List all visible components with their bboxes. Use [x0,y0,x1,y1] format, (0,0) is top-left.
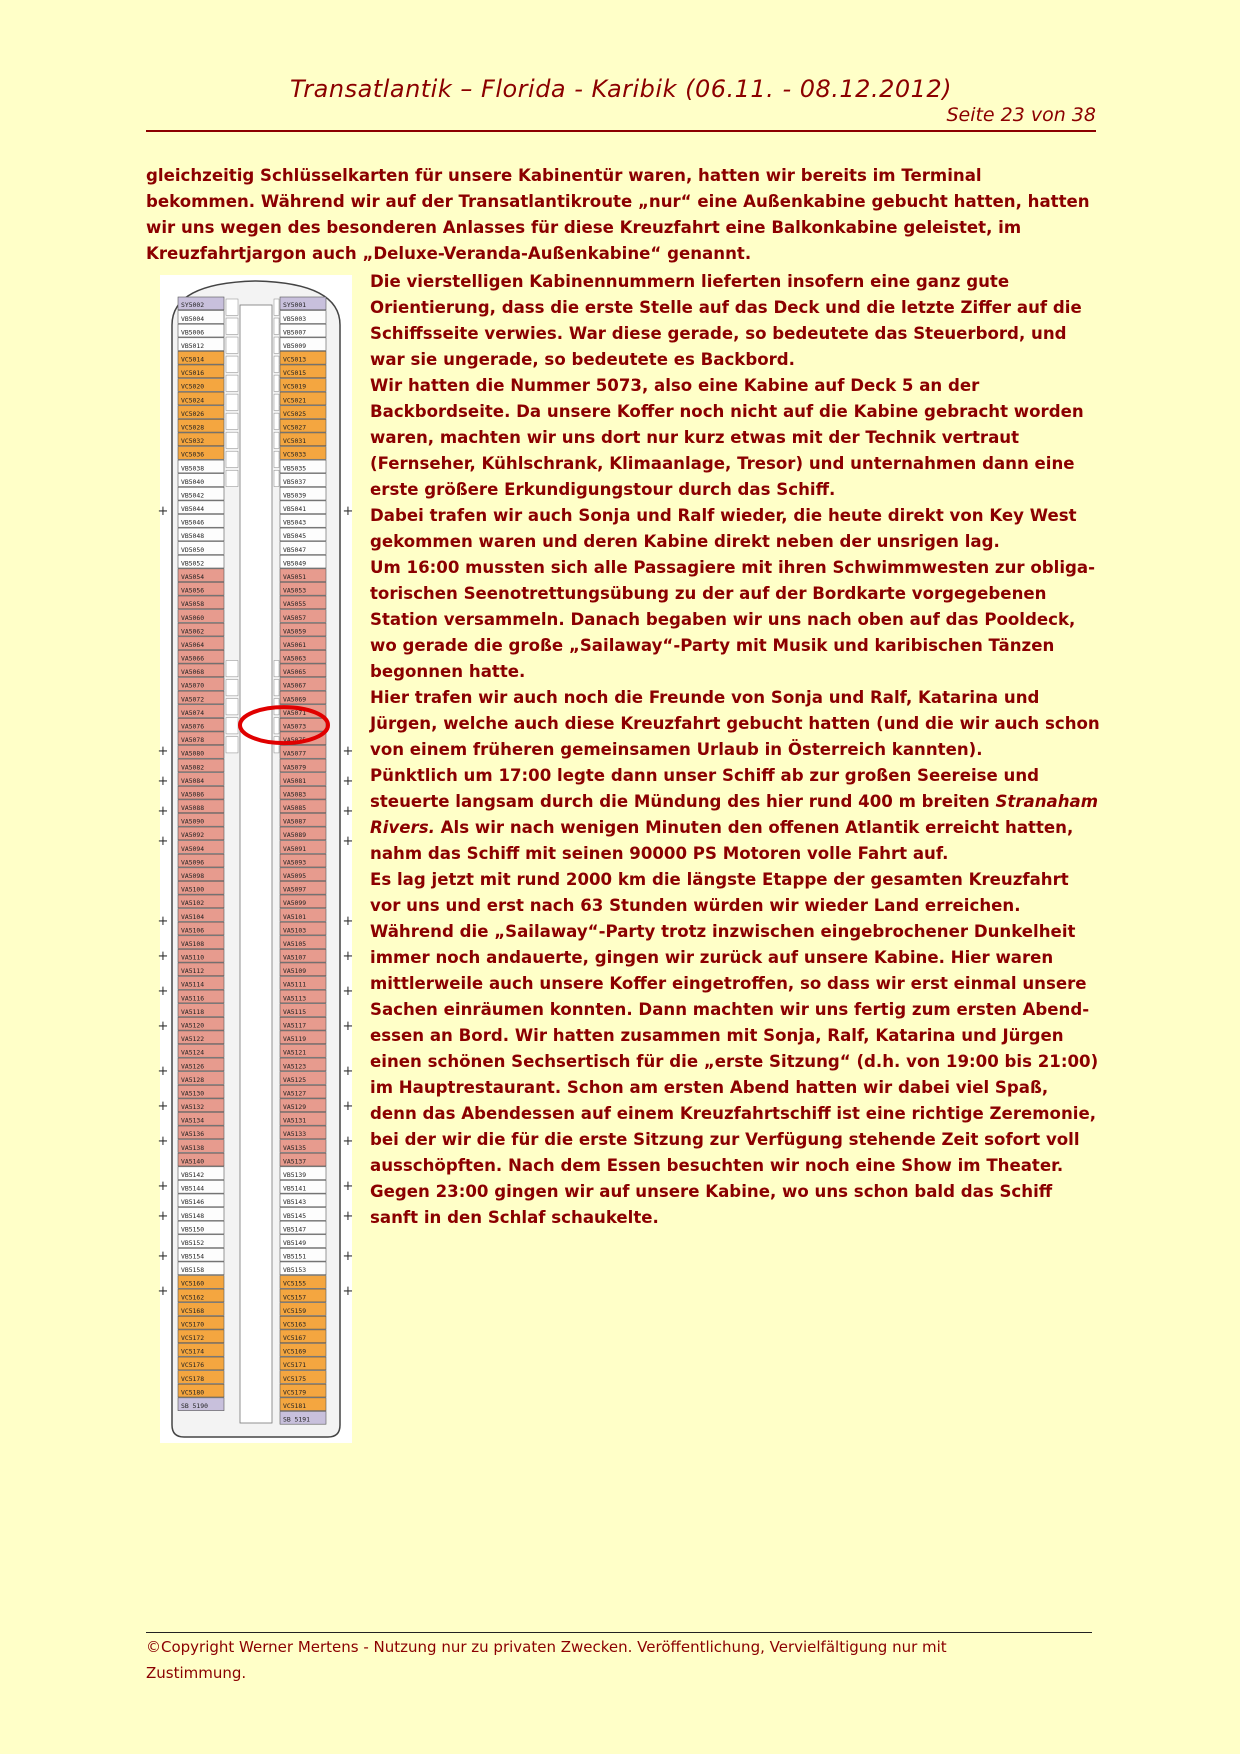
inner-cabin [274,356,279,372]
cabin-number: VA5092 [181,831,205,840]
cabin-number: VC5021 [283,396,307,405]
paragraph: Während die „Sailaway“-Party trotz inzwischen eingebrochener Dunkelheit immer noch andauerte, gingen wir zurück auf unsere Kabine. Hier waren mittlerweile auch unsere Koffer eingetroffen, so dass wir erst einmal unsere Sachen einräumen konnten. Dann machten wir uns fertig zum ersten Abend-essen an Bord. Wir hatten zusammen mit Sonja, Ralf, Katarina und Jürgen einen schönen Sechsertisch für die „erste Sitzung“ (d.h. von 19:00 bis 21:00) im Hauptrestaurant. Schon am ersten Abend hatten wir dabei viel Spaß, denn das Abendessen auf einem Kreuzfahrtschiff ist eine richtige Zeremonie, bei der wir die für die erste Sitzung zur Verfügung stehende Zeit sofort voll ausschöpften. Nach dem Essen besuchten wir noch eine Show im Theater. [370,922,1099,1175]
cabin-number: VC5015 [283,369,307,378]
cabin-number: VA5062 [181,627,205,636]
cabin-number: VB5003 [283,314,307,323]
cabin-number: VA5064 [181,640,205,649]
cabin-number: VB5148 [181,1211,205,1220]
cabin-number: VC5168 [181,1306,205,1315]
cabin-number: VA5053 [283,586,307,595]
cabin-number: VA5100 [181,885,205,894]
paragraph: Dabei trafen wir auch Sonja und Ralf wieder, die heute direkt von Key West gekommen waren und deren Kabine direkt neben der unsrigen lag. [370,506,1077,551]
lifeboat-marker: + [342,504,354,519]
lifeboat-marker: + [157,834,169,849]
cabin-number: VA5108 [181,939,205,948]
cabin-number: VA5056 [181,586,205,595]
inner-cabin [274,661,279,677]
inner-cabin [226,375,238,391]
paragraph: Die vierstelligen Kabinennummern lieferten insofern eine ganz gute Orientierung, dass die erste Stelle auf das Deck und die letzte Ziffer auf die Schiffsseite verwies. War diese gerade, so bedeutete das Steuerbord, und war sie ungerade, so bedeutete es Backbord. [370,272,1082,369]
lifeboat-marker: + [157,1019,169,1034]
page-header [146,72,1096,126]
cabin-number: VC5013 [283,355,307,364]
cabin-number: VC5169 [283,1347,307,1356]
cabin-number: VB5039 [283,491,307,500]
cabin-number: VA5129 [283,1103,307,1112]
cabin-number: VA5073 [283,722,307,731]
lifeboat-marker: + [157,1249,169,1264]
lifeboat-marker: + [157,1099,169,1114]
inner-cabin [274,718,279,734]
cabin-number: VA5069 [283,695,307,704]
cabin-number: VA5136 [181,1130,205,1139]
cabin-number: VB5044 [181,505,205,514]
lifeboat-marker: + [342,1019,354,1034]
inner-cabin [226,737,238,753]
cabin-number: VA5106 [181,926,205,935]
cabin-number: VB5052 [181,559,205,568]
lifeboat-marker: + [342,1134,354,1149]
cabin-number: VB5045 [283,532,307,541]
cabin-number: VA5075 [283,736,307,745]
cabin-number: VC5036 [181,450,205,459]
cabin-number: VA5127 [283,1089,307,1098]
cabin-number: VA5060 [181,613,205,622]
inner-cabin [274,432,279,448]
cabin-number: VA5124 [181,1048,205,1057]
cabin-number: SY5001 [283,301,307,310]
inner-cabin [226,432,238,448]
cabin-number: VA5066 [181,654,205,663]
cabin-number: VC5033 [283,450,307,459]
lifeboat-marker: + [342,1209,354,1224]
lifeboat-marker: + [157,1284,169,1299]
cabin-number: VB5143 [283,1198,307,1207]
cabin-number: VB5146 [181,1198,205,1207]
text-segment: Pünktlich um 17:00 legte dann unser Schiff ab zur großen Seereise und steuerte langsam durch die Mündung des hier rund 400 m breiten [370,766,1040,811]
cabin-number: VA5080 [181,749,205,758]
cabin-number: VA5079 [283,763,307,772]
paragraph: Hier trafen wir auch noch die Freunde von Sonja und Ralf, Katarina und Jürgen, welche auch diese Kreuzfahrt gebucht hatten (und die wir auch schon von einem früheren gemeinsamen Urlaub in Österreich kannten). [370,688,1100,759]
cabin-number: VA5063 [283,654,307,663]
cabin-number: VC5031 [283,437,307,446]
paragraph: Es lag jetzt mit rund 2000 km die längste Etappe der gesamten Kreuzfahrt vor uns und erst nach 63 Stunden würden wir wieder Land erreichen. [370,870,1069,915]
cabin-number: VB5141 [283,1184,307,1193]
paragraph: gleichzeitig Schlüsselkarten für unsere Kabinentür waren, hatten wir bereits im Terminal bekommen. Während wir auf der Transatlantikroute „nur“ eine Außenkabine gebucht hatten, hatten wir uns wegen des besonderen Anlasses für diese Kreuzfahrt eine Balkonkabine geleistet, im Kreuzfahrtjargon auch „Deluxe-Veranda-Außenkabine“ genannt. [146,166,1090,263]
cabin-number: VA5068 [181,668,205,677]
inner-cabin [274,413,279,429]
cabin-number: VA5094 [181,844,205,853]
cabin-number: VA5093 [283,858,307,867]
cabin-number: VB5147 [283,1225,307,1234]
lifeboat-marker: + [342,1249,354,1264]
document-title: Transatlantik – Florida - Karibik (06.11. - 08.12.2012) [289,75,953,103]
cabin-number: VB5153 [283,1266,307,1275]
cabin-number: VC5024 [181,396,205,405]
cabin-number: VB5004 [181,314,205,323]
cabin-number: VB5009 [283,341,307,350]
inner-cabin [274,394,279,410]
cabin-number: VC5027 [283,423,307,432]
cabin-number: SB 5190 [181,1402,208,1411]
cabin-number: VC5171 [283,1361,307,1370]
cabin-number: VB5150 [181,1225,205,1234]
cabin-number: VB5158 [181,1266,205,1275]
cabin-number: VB5041 [283,505,307,514]
inner-cabin [274,470,279,486]
cabin-number: VB5037 [283,477,307,486]
page-number: Seite 23 von 38 [946,104,1096,126]
river-name: Stranaham Rivers. [370,792,1099,837]
cabin-number: VA5131 [283,1116,307,1125]
header-rule [146,130,1096,132]
cabin-number: VB5035 [283,464,307,473]
cabin-number: VA5076 [181,722,205,731]
cabin-number: VC5163 [283,1320,307,1329]
inner-cabin [226,661,238,677]
cabin-number: VA5116 [181,994,205,1003]
lifeboat-marker: + [342,1064,354,1079]
cabin-number: VA5138 [181,1143,205,1152]
cabin-number: VA5112 [181,967,205,976]
cabin-number: VC5167 [283,1334,307,1343]
cabin-number: VA5072 [181,695,205,704]
inner-cabin [274,337,279,353]
lifeboat-marker: + [157,804,169,819]
paragraph [370,763,1100,867]
lifeboat-marker: + [342,1284,354,1299]
cabin-number: VA5088 [181,804,205,813]
cabin-number: VA5098 [181,871,205,880]
cabin-number: VA5118 [181,1007,205,1016]
lifeboat-marker: + [157,504,169,519]
cabin-number: VC5181 [283,1402,307,1411]
cabin-number: VB5154 [181,1252,205,1261]
cabin-number: VA5135 [283,1143,307,1152]
inner-cabin [226,699,238,715]
lifeboat-marker: + [342,744,354,759]
cabin-number: SY5002 [181,301,205,310]
cabin-number: VA5070 [181,681,205,690]
lifeboat-marker: + [342,834,354,849]
cabin-number: VA5101 [283,912,307,921]
cabin-number: VA5089 [283,831,307,840]
cabin-number: VB5040 [181,477,205,486]
lifeboat-marker: + [157,984,169,999]
cabin-number: VA5099 [283,899,307,908]
paragraph: Wir hatten die Nummer 5073, also eine Kabine auf Deck 5 an der Backbordseite. Da unsere Koffer noch nicht auf die Kabine gebracht worden waren, machten wir uns dort nur kurz etwas mit der Technik vertraut (Fernseher, Kühlschrank, Klimaanlage, Tresor) und unternahmen dann eine erste größere Erkundigungstour durch das Schiff. [370,376,1084,499]
inner-cabin [226,718,238,734]
paragraph: Gegen 23:00 gingen wir auf unsere Kabine, wo uns schon bald das Schiff sanft in den Schlaf schaukelte. [370,1182,1053,1227]
cabin-number: VC5155 [283,1279,307,1288]
cabin-number: VA5134 [181,1116,205,1125]
cabin-number: VA5114 [181,980,205,989]
cabin-number: VA5058 [181,600,205,609]
cabin-number: VC5176 [181,1361,205,1370]
cabin-number: VA5071 [283,708,307,717]
cabin-number: VA5107 [283,953,307,962]
cabin-number: VB5006 [181,328,205,337]
cabin-number: VC5179 [283,1388,307,1397]
deck-plan-drawing [157,275,354,1443]
lifeboat-marker: + [342,804,354,819]
cabin-number: VB5007 [283,328,307,337]
cabin-number: VD5050 [181,545,205,554]
cabin-number: VB5149 [283,1238,307,1247]
inner-cabin [226,318,238,334]
cabin-number: VC5028 [181,423,205,432]
deck-plan [157,275,354,1443]
cabin-number: VA5067 [283,681,307,690]
cabin-number: VB5046 [181,518,205,527]
cabin-number: VA5115 [283,1007,307,1016]
lifeboat-marker: + [342,914,354,929]
cabin-number: VA5061 [283,640,307,649]
body-text [370,269,1100,1231]
inner-cabin [226,413,238,429]
cabin-number: VB5142 [181,1170,205,1179]
copyright-footer: ©Copyright Werner Mertens - Nutzung nur zu privaten Zwecken. Veröffentlichung, Vervielfältigung nur mit Zustimmung. [146,1638,947,1682]
cabin-number: VC5016 [181,369,205,378]
cabin-number: VA5128 [181,1075,205,1084]
cabin-number: VB5145 [283,1211,307,1220]
cabin-number: VA5123 [283,1062,307,1071]
central-corridor [240,305,272,1423]
lifeboat-marker: + [342,949,354,964]
cabin-number: VA5137 [283,1157,307,1166]
cabin-number: VC5180 [181,1388,205,1397]
cabin-number: VB5048 [181,532,205,541]
lifeboat-marker: + [157,744,169,759]
cabin-number: VA5059 [283,627,307,636]
cabin-number: VA5122 [181,1035,205,1044]
cabin-number: VA5132 [181,1103,205,1112]
footer-rule [146,1632,1092,1633]
cabin-number: VA5121 [283,1048,307,1057]
cabin-number: VA5133 [283,1130,307,1139]
inner-cabin [274,375,279,391]
inner-cabin [274,451,279,467]
inner-cabin [226,680,238,696]
cabin-number: VA5054 [181,573,205,581]
cabin-number: VA5085 [283,804,307,813]
cabin-number: VC5026 [181,409,205,418]
lifeboat-marker: + [157,1064,169,1079]
cabin-number: VA5119 [283,1035,307,1044]
cabin-number: VA5113 [283,994,307,1003]
inner-cabin [274,680,279,696]
cabin-number: VC5032 [181,437,205,446]
lifeboat-marker: + [342,1179,354,1194]
cabin-number: VA5087 [283,817,307,826]
cabin-number: VA5140 [181,1157,205,1166]
cabin-number: VC5019 [283,382,307,391]
cabin-number: VA5082 [181,763,205,772]
cabin-number: VA5086 [181,790,205,799]
cabin-number: SB 5191 [283,1415,310,1424]
cabin-number: VA5090 [181,817,205,826]
cabin-number: VA5083 [283,790,307,799]
lifeboat-marker: + [342,984,354,999]
text-segment: Als wir nach wenigen Minuten den offenen Atlantik erreicht hatten, nahm das Schiff mit seinen 90000 PS Motoren volle Fahrt auf. [370,818,1074,863]
cabin-number: VA5130 [181,1089,205,1098]
cabin-number: VC5175 [283,1374,307,1383]
cabin-number: VB5047 [283,545,307,554]
lifeboat-marker: + [157,949,169,964]
cabin-number: VB5151 [283,1252,307,1261]
cabin-number: VA5109 [283,967,307,976]
cabin-number: VA5125 [283,1075,307,1084]
cabin-number: VC5172 [181,1334,205,1343]
lifeboat-marker: + [157,774,169,789]
cabin-number: VA5077 [283,749,307,758]
cabin-number: VA5111 [283,980,307,989]
lifeboat-marker: + [157,1209,169,1224]
cabin-number: VA5097 [283,885,307,894]
inner-cabin [226,299,238,315]
inner-cabin [226,337,238,353]
inner-cabin [274,299,279,315]
cabin-number: VA5081 [283,776,307,785]
lifeboat-marker: + [342,1099,354,1114]
cabin-number: VC5025 [283,409,307,418]
cabin-number: VC5162 [181,1293,205,1302]
cabin-number: VA5110 [181,953,205,962]
cabin-number: VA5091 [283,844,307,853]
lifeboat-marker: + [157,1134,169,1149]
paragraph: Um 16:00 mussten sich alle Passagiere mit ihren Schwimmwesten zur obliga-torischen Seenotrettungsübung zu der auf der Bordkarte vorgegebenen Station versammeln. Danach begaben wir uns nach oben auf das Pooldeck, wo gerade die große „Sailaway“-Party mit Musik und karibischen Tänzen begonnen hatte. [370,558,1095,681]
cabin-number: VB5144 [181,1184,205,1193]
inner-cabin [274,318,279,334]
lifeboat-marker: + [157,1179,169,1194]
cabin-number: VB5042 [181,491,205,500]
cabin-number: VA5104 [181,912,205,921]
cabin-number: VA5057 [283,613,307,622]
cabin-number: VA5103 [283,926,307,935]
inner-cabin [226,470,238,486]
cabin-number: VA5065 [283,668,307,677]
inner-cabin [226,451,238,467]
inner-cabin [226,356,238,372]
cabin-number: VA5117 [283,1021,307,1030]
cabin-number: VA5074 [181,708,205,717]
cabin-number: VB5038 [181,464,205,473]
cabin-number: VC5014 [181,355,205,364]
cabin-number: VB5012 [181,341,205,350]
cabin-number: VA5120 [181,1021,205,1030]
cabin-number: VA5078 [181,736,205,745]
cabin-number: VC5170 [181,1320,205,1329]
cabin-number: VC5178 [181,1374,205,1383]
lifeboat-marker: + [157,914,169,929]
cabin-number: VA5102 [181,899,205,908]
intro-text [146,163,1096,267]
cabin-number: VA5096 [181,858,205,867]
cabin-number: VA5055 [283,600,307,609]
cabin-number: VB5139 [283,1170,307,1179]
cabin-number: VC5157 [283,1293,307,1302]
cabin-number: VC5174 [181,1347,205,1356]
inner-cabin [226,394,238,410]
cabin-number: VB5043 [283,518,307,527]
cabin-number: VB5152 [181,1238,205,1247]
cabin-number: VA5105 [283,939,307,948]
cabin-number: VA5051 [283,573,307,581]
cabin-number: VA5095 [283,871,307,880]
cabin-number: VB5049 [283,559,307,568]
cabin-number: VA5084 [181,776,205,785]
cabin-number: VC5020 [181,382,205,391]
cabin-number: VC5160 [181,1279,205,1288]
lifeboat-marker: + [342,774,354,789]
cabin-number: VC5159 [283,1306,307,1315]
cabin-number: VA5126 [181,1062,205,1071]
